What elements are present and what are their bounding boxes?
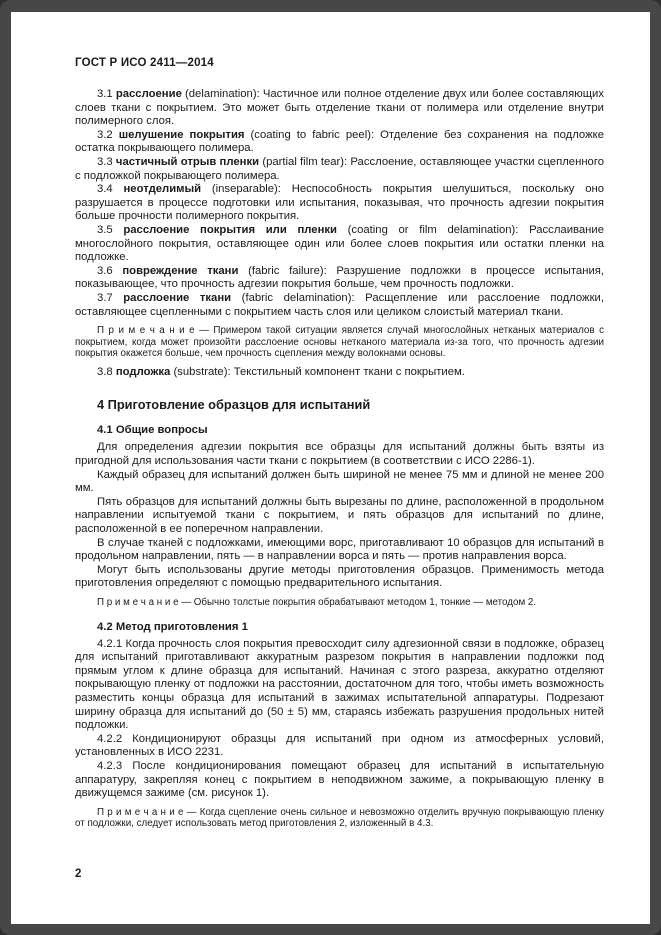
- page-content: [75, 88, 604, 830]
- definition-paragraph: [75, 224, 604, 265]
- definition-term: неотделимый: [123, 183, 202, 196]
- definition-term: повреждение ткани: [122, 264, 239, 277]
- definition-text: (fabric failure): Разрушение подложки в процессе испытания, показывающее, что прочность адгезии покрытия больше, чем прочность подложки.: [75, 264, 605, 291]
- body-paragraph: 4.2.1 Когда прочность слоя покрытия превосходит силу адгезионной связи в подложке, образец для испытаний приготавливают аккуратным разрезом покрытия в направлении подложки под прямым углом к длине образца для испытаний. Начиная с этого разреза, аккуратно отделяют покрывающую пленку от подложки на расстоянии, достаточном для того, чтобы иметь возможность разместить концы образца для испытаний в зажимах испытательной аппаратуры. Подрезают ширину образца для испытаний до (50 ± 5) мм, стараясь избежать разрушения продольных нитей подложки.: [75, 637, 604, 732]
- subsection-heading: 4.1 Общие вопросы: [97, 424, 208, 437]
- body-paragraph: Для определения адгезии покрытия все образцы для испытаний должны быть взяты из пригодной для использования части ткани с покрытием (в соответствии с ИСО 2286-1).: [75, 441, 604, 468]
- section-heading: 4 Приготовление образцов для испытаний: [97, 397, 371, 413]
- note-paragraph: П р и м е ч а н и е — Когда сцепление очень сильное и невозможно отделить вручную покрывающую пленку от подложки, следует использовать метод приготовления 2, изложенный в 4.3.: [75, 806, 604, 830]
- definition-number: 3.1: [97, 88, 116, 100]
- definition-text: (delamination): Частичное или полное отделение двух или более составляющих слоев ткани с покрытием. Это может быть отделение ткани от полимера или отделение внутри полимерного слоя.: [75, 88, 604, 128]
- page-content-area: [11, 12, 650, 830]
- body-paragraph: Пять образцов для испытаний должны быть вырезаны по длине, расположенной в продольном направлении испытуемой ткани с покрытием, и пять образцов для испытаний по длине, расположенной в ее поперечном направлении.: [75, 495, 604, 536]
- definition-paragraph: [75, 88, 604, 129]
- definition-paragraph: [75, 156, 604, 183]
- definition-number: 3.4: [97, 183, 124, 196]
- body-paragraph: Каждый образец для испытаний должен быть шириной не менее 75 мм и длиной не менее 200 мм.: [75, 468, 604, 495]
- definition-paragraph: [75, 265, 604, 292]
- definition-paragraph: [75, 292, 604, 319]
- page-number: 2: [75, 868, 82, 880]
- document-designation: ГОСТ Р ИСО 2411—2014: [75, 57, 214, 69]
- definition-term: шелушение покрытия: [118, 128, 245, 141]
- definition-text: (partial film tear): Расслоение, оставляющее участки сцепленного с подложкой покрывающего полимера.: [75, 155, 604, 182]
- document-page: [11, 12, 650, 924]
- definition-paragraph: [75, 129, 604, 156]
- definition-number: 3.3: [97, 155, 116, 168]
- body-paragraph: Могут быть использованы другие методы приготовления образцов. Применимость метода приготовления определяют с помощью предварительного испытания.: [75, 563, 604, 590]
- note-paragraph: П р и м е ч а н и е — Обычно толстые покрытия обрабатывают методом 1, тонкие — методом 2.: [97, 597, 537, 608]
- definition-term: расслоение ткани: [123, 291, 232, 304]
- definition-number: 3.5: [97, 223, 124, 236]
- definition-number: 3.7: [97, 291, 124, 304]
- definition-term: расслоение покрытия или пленки: [123, 223, 337, 236]
- subsection-heading: 4.2 Метод приготовления 1: [97, 620, 248, 633]
- definition-number: 3.6: [97, 264, 123, 277]
- body-paragraph: 4.2.2 Кондиционируют образцы для испытаний при одном из атмосферных условий, установленных в ИСО 2231.: [75, 732, 604, 759]
- body-paragraph: В случае тканей с подложками, имеющими ворс, приготавливают 10 образцов для испытаний в продольном направлении, пять — в направлении ворса и пять — против направления ворса.: [75, 536, 604, 563]
- note-paragraph: П р и м е ч а н и е — Примером такой ситуации является случай многослойных нетканых материалов с покрытием, когда может произойти расслоение основы нетканого материала из-за того, что прочность адгезии покрытия окажется больше, чем прочность сцепления между волокнами основы.: [75, 325, 604, 360]
- definition-term: подложка: [115, 365, 171, 378]
- body-paragraph: 4.2.3 После кондиционирования помещают образец для испытаний в испытательную аппаратуру, закрепляя конец с покрытием в неподвижном зажиме, а покрывающую пленку в движущемся зажиме (см. рисунок 1).: [75, 759, 604, 800]
- definition-paragraph: [75, 183, 604, 224]
- definition-term: расслоение: [115, 88, 182, 100]
- definition-text: (inseparable): Неспособность покрытия шелушиться, поскольку оно разрушается в процессе подготовки или испытания, показывая, что прочность адгезии покрытия больше прочности полимерного покрытия.: [75, 183, 605, 223]
- definition-text: (coating or film delamination): Расслаивание многослойного покрытия, оставляющее один или более слоев покрытия или остатки пленки на подложке.: [75, 223, 604, 264]
- definition-text: (coating to fabric peel): Отделение без сохранения на подложке остатка покрывающего полимера.: [75, 128, 604, 155]
- definition-number: 3.8: [97, 365, 116, 378]
- definition-term: частичный отрыв пленки: [115, 155, 260, 168]
- definition-text: (fabric delamination): Расщепление или расслоение подложки, оставляющее сцепленными с покрытием часть слоя или целиком слоистый материал ткани.: [75, 291, 604, 318]
- definition-text: (substrate): Текстильный компонент ткани с покрытием.: [170, 365, 465, 378]
- definition-number: 3.2: [97, 128, 119, 141]
- definition-paragraph: [75, 366, 604, 380]
